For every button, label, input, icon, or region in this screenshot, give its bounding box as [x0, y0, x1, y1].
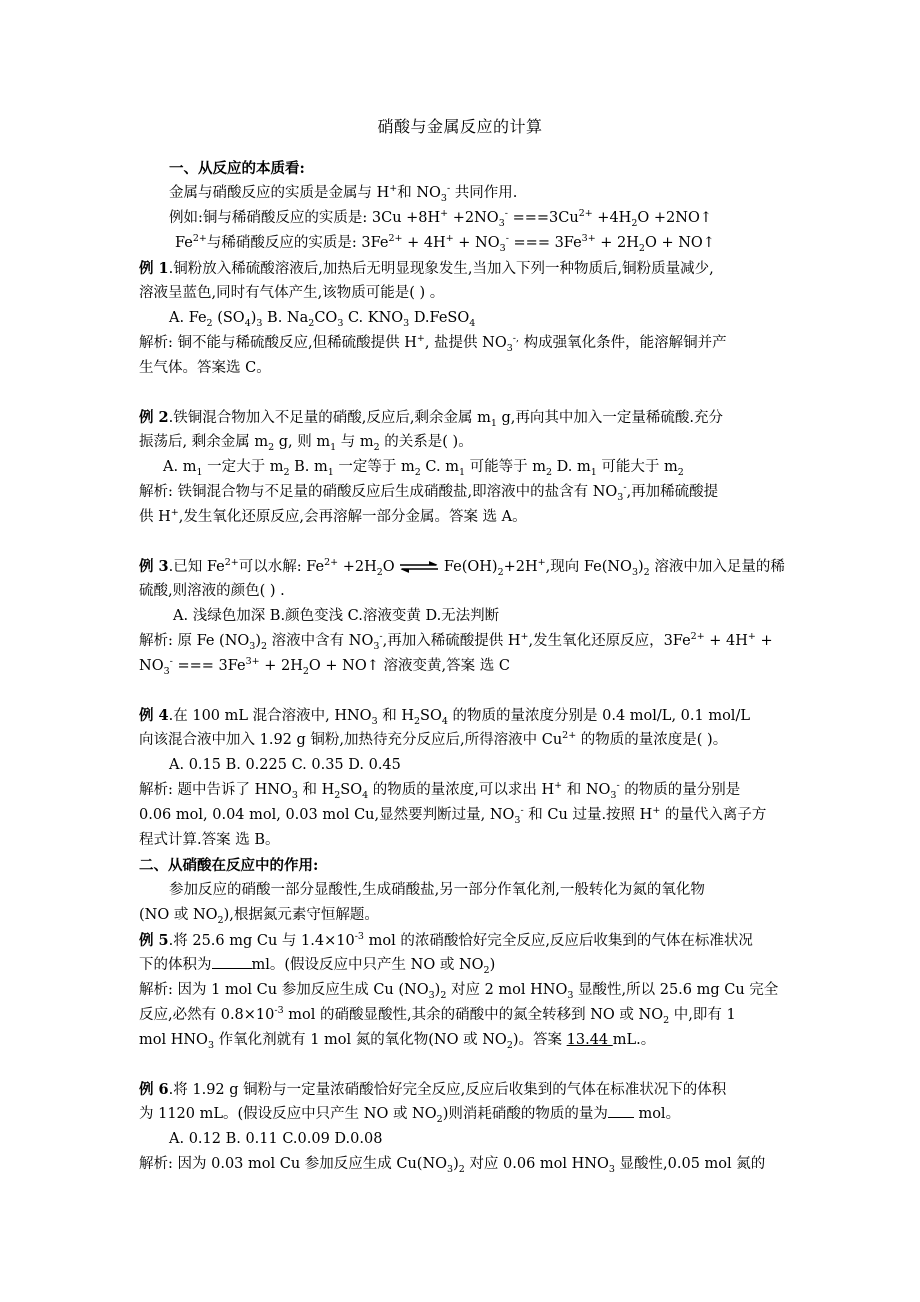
example2-question-line1: 例 2.铁铜混合物加入不足量的硝酸,反应后,剩余金属 $m_1$ g,再向其中加入一定量稀硫酸.充分: [139, 409, 723, 429]
example-label: 例 1: [139, 260, 169, 277]
example3-options: A. 浅绿色加深 B.颜色变浅 C.溶液变黄 D.无法判断: [173, 608, 500, 624]
example4-options: A. 0.15 B. 0.225 C. 0.35 D. 0.45: [169, 757, 401, 773]
example1-options: A. $Fe_2$ $(SO_4)_3$ B. $Na_2CO_3$ C. $KNO_3$ D.FeSO$_4$: [169, 310, 476, 329]
section2-line1: 参加反应的硝酸一部分显酸性,生成硝酸盐,另一部分作氧化剂,一般转化为氮的氧化物: [169, 882, 705, 898]
example-label: 例 3: [139, 558, 169, 575]
answer-blank[interactable]: [608, 1103, 634, 1118]
section-heading-1: 一、从反应的本质看:: [169, 160, 305, 177]
example5-question-line2: 下的体积为 ml。(假设反应中只产生 NO 或 $NO_2$): [139, 953, 789, 978]
example3-question-line2: 硫酸,则溶液的颜色( ) .: [139, 583, 285, 599]
example3-question-line1: 例 3.已知 $Fe^{2+}$可以水解: $Fe^{2+} +2H_2O$ $Fe(OH)_2+2H^+$,现向 $Fe(NO_3)_2$ 溶液中加入足量的稀: [139, 557, 785, 578]
example3-answer-line1: 解析: 原 Fe $(NO_3)_2$ 溶液中含有 $NO_3^-$,再加入稀硫酸提供 H+,发生氧化还原反应，$3Fe^{2+} + 4H^+$ +: [139, 631, 773, 652]
answer-blank[interactable]: [212, 954, 252, 969]
example6-question-line2: 为 1120 mL。(假设反应中只产生 NO 或 $NO_2$)则消耗硝酸的物质的量为 mol。: [139, 1102, 789, 1127]
example2-question-line2: 振荡后, 剩余金属 $m_2$ g, 则 $m_1$ 与 $m_2$ 的关系是( )。: [139, 434, 473, 453]
example-label: 例 2: [139, 409, 169, 426]
document-title: 硝酸与金属反应的计算: [377, 117, 543, 136]
example6-answer-line1: 解析: 因为 0.03 mol Cu 参加反应生成 $Cu(NO_3)_2$ 对应 0.06 mol $HNO_3$ 显酸性,0.05 mol 氮的: [139, 1156, 766, 1175]
example5-answer-line1: 解析: 因为 1 mol Cu 参加反应生成 Cu $(NO_3)_2$ 对应 2 mol $HNO_3$ 显酸性,所以 25.6 mg Cu 完全: [139, 982, 779, 1001]
example1-answer-line2: 生气体。答案选 C。: [139, 360, 271, 376]
equilibrium-arrow-icon: [399, 561, 439, 573]
section1-line3: $Fe^{2+}$与稀硝酸反应的实质是: $3Fe^{2+} + 4H^+ + NO_3^-$ === $3Fe^{3+} + 2H_2O$ + NO↑: [175, 233, 715, 254]
example3-answer-line2: $NO_3^-$ === $3Fe^{3+} + 2H_2O$ + NO↑ 溶液变黄,答案 选 C: [139, 656, 510, 677]
example-label: 例 5: [139, 932, 169, 949]
answer-value: 13.44: [566, 1032, 613, 1048]
example5-answer-line3: mol $HNO_3$ 作氧化剂就有 1 mol 氮的氧化物(NO 或 $NO_2$)。答案 13.44 mL.。: [139, 1032, 656, 1051]
example5-question-line1: 例 5.将 25.6 mg Cu 与 $1.4\times 10^{-3}$ mol 的浓硝酸恰好完全反应,反应后收集到的气体在标准状况: [139, 931, 753, 949]
section1-line2: 例如:铜与稀硝酸反应的实质是: $3Cu +8H^+ +2NO_3^- ===3Cu^{2+} +4H_2O$ +2NO↑: [169, 208, 712, 229]
example4-answer-line1: 解析: 题中告诉了 $HNO_3$ 和 $H_2SO_4$ 的物质的量浓度,可以求出 H+ 和 $NO_3^-$ 的物质的量分别是: [139, 780, 741, 801]
example2-answer-line2: 供 H+,发生氧化还原反应,会再溶解一部分金属。答案 选 A。: [139, 507, 527, 525]
example5-answer-line2: 反应,必然有 $0.8\times 10^{-3}$ mol 的硝酸显酸性,其余的硝酸中的氮全转移到 NO 或 $NO_2$ 中,即有 1: [139, 1005, 736, 1026]
example2-answer-line1: 解析: 铁铜混合物与不足量的硝酸反应后生成硝酸盐,即溶液中的盐含有 $NO_3^-$,再加稀硫酸提: [139, 482, 719, 503]
document-body: [139, 156, 789, 1177]
section1-line1: 金属与硝酸反应的实质是金属与 H+和 $NO_3^-$ 共同作用.: [169, 183, 518, 204]
example1-answer-line1: 解析: 铜不能与稀硫酸反应,但稀硫酸提供 H+, 盐提供 $NO_3^{-,}$ 构成强氧化条件，能溶解铜并产: [139, 333, 727, 354]
example6-question-line1: 例 6.将 1.92 g 铜粉与一定量浓硝酸恰好完全反应,反应后收集到的气体在标准状况下的体积: [139, 1081, 727, 1098]
example4-question-line1: 例 4.在 100 mL 混合溶液中, $HNO_3$ 和 $H_2SO_4$ 的物质的量浓度分别是 0.4 mol/L, 0.1 mol/L: [139, 707, 750, 727]
example4-answer-line3: 程式计算.答案 选 B。: [139, 832, 280, 848]
example6-options: A. 0.12 B. 0.11 C.0.09 D.0.08: [169, 1131, 383, 1147]
example-label: 例 6: [139, 1081, 169, 1098]
example4-question-line2: 向该混合液中加入 1.92 g 铜粉,加热待充分反应后,所得溶液中 $Cu^{2+}$ 的物质的量浓度是( )。: [139, 730, 728, 748]
example1-question-line2: 溶液呈蓝色,同时有气体产生,该物质可能是( ) 。: [139, 285, 445, 301]
example4-answer-line2: 0.06 mol, 0.04 mol, 0.03 mol Cu,显然要判断过量, $NO_3^-$ 和 Cu 过量.按照 H+ 的量代入离子方: [139, 805, 767, 826]
section2-line2: (NO 或 $NO_2$),根据氮元素守恒解题。: [139, 907, 379, 926]
example-label: 例 4: [139, 707, 169, 724]
example2-options: A. $m_1$ 一定大于 $m_2$ B. $m_1$ 一定等于 $m_2$ C. $m_1$ 可能等于 $m_2$ D. $m_1$ 可能大于 $m_2$: [163, 459, 684, 478]
section-heading-2: 二、从硝酸在反应中的作用:: [139, 857, 319, 874]
example1-question-line1: 例 1.铜粉放入稀硫酸溶液后,加热后无明显现象发生,当加入下列一种物质后,铜粉质量减少,: [139, 260, 714, 277]
